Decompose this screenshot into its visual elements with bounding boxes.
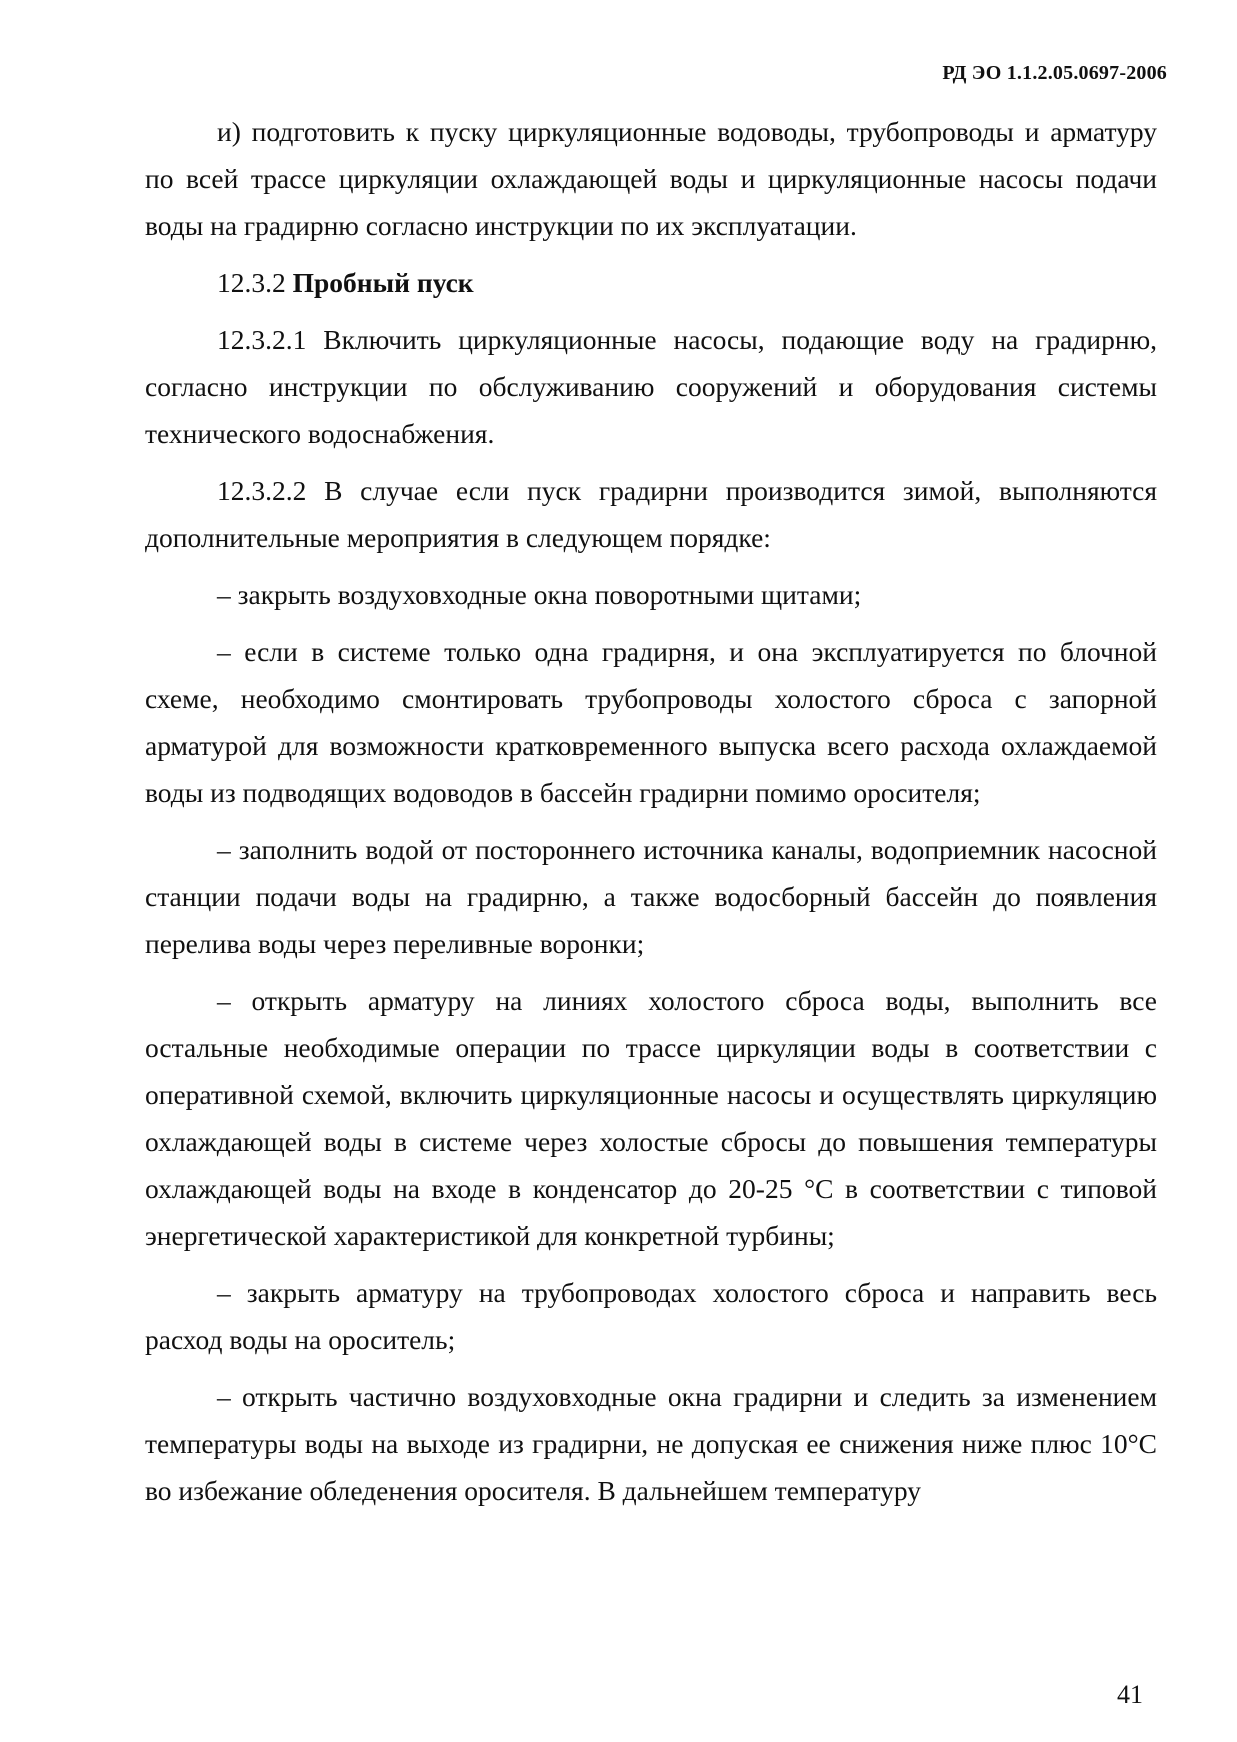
document-code: РД ЭО 1.1.2.05.0697-2006	[942, 62, 1167, 84]
list-item: – если в системе только одна градирня, и она эксплуатируется по блочной схеме, необходимо смонтировать трубопроводы холостого сброса с запорной арматурой для возможности кратковременного выпуска всего расхода охлаждаемой воды из подводящих водоводов в бассейн градирни помимо оросителя;	[145, 636, 1157, 808]
page-number: 41	[1117, 1680, 1143, 1709]
section-number: 12.3.2	[217, 267, 286, 298]
intro-paragraph: и) подготовить к пуску циркуляционные водоводы, трубопроводы и арматуру по всей трассе циркуляции охлаждающей воды и циркуляционные насосы подачи воды на градирню согласно инструкции по их эксплуатации.	[145, 116, 1157, 241]
paragraph-12-3-2-1: 12.3.2.1 Включить циркуляционные насосы, подающие воду на градирню, согласно инструкции по обслуживанию сооружений и оборудования системы технического водоснабжения.	[145, 324, 1157, 449]
list-item: – открыть арматуру на линиях холостого сброса воды, выполнить все остальные необходимые операции по трассе циркуляции воды в соответствии с оперативной схемой, включить циркуляционные насосы и осуществлять циркуляцию охлаждающей воды в системе через холостые сбросы до повышения температуры охлаждающей воды на входе в конденсатор до 20-25 °С в соответствии с типовой энергетической характеристикой для конкретной турбины;	[145, 985, 1157, 1251]
list-item: – заполнить водой от постороннего источника каналы, водоприемник насосной станции подачи воды на градирню, а также водосборный бассейн до появления перелива воды через переливные воронки;	[145, 834, 1157, 959]
list-item: – открыть частично воздуховходные окна градирни и следить за изменением температуры воды на выходе из градирни, не допуская ее снижения ниже плюс 10°С во избежание обледенения оросителя. В дальнейшем температуру	[145, 1381, 1157, 1506]
paragraph-12-3-2-2: 12.3.2.2 В случае если пуск градирни производится зимой, выполняются дополнительные мероприятия в следующем порядке:	[145, 475, 1157, 553]
section-heading	[145, 259, 1157, 306]
document-body	[145, 108, 1157, 1524]
section-title: Пробный пуск	[292, 267, 474, 298]
list-item: – закрыть воздуховходные окна поворотными щитами;	[217, 579, 862, 610]
list-item: – закрыть арматуру на трубопроводах холостого сброса и направить весь расход воды на ороситель;	[145, 1277, 1157, 1355]
